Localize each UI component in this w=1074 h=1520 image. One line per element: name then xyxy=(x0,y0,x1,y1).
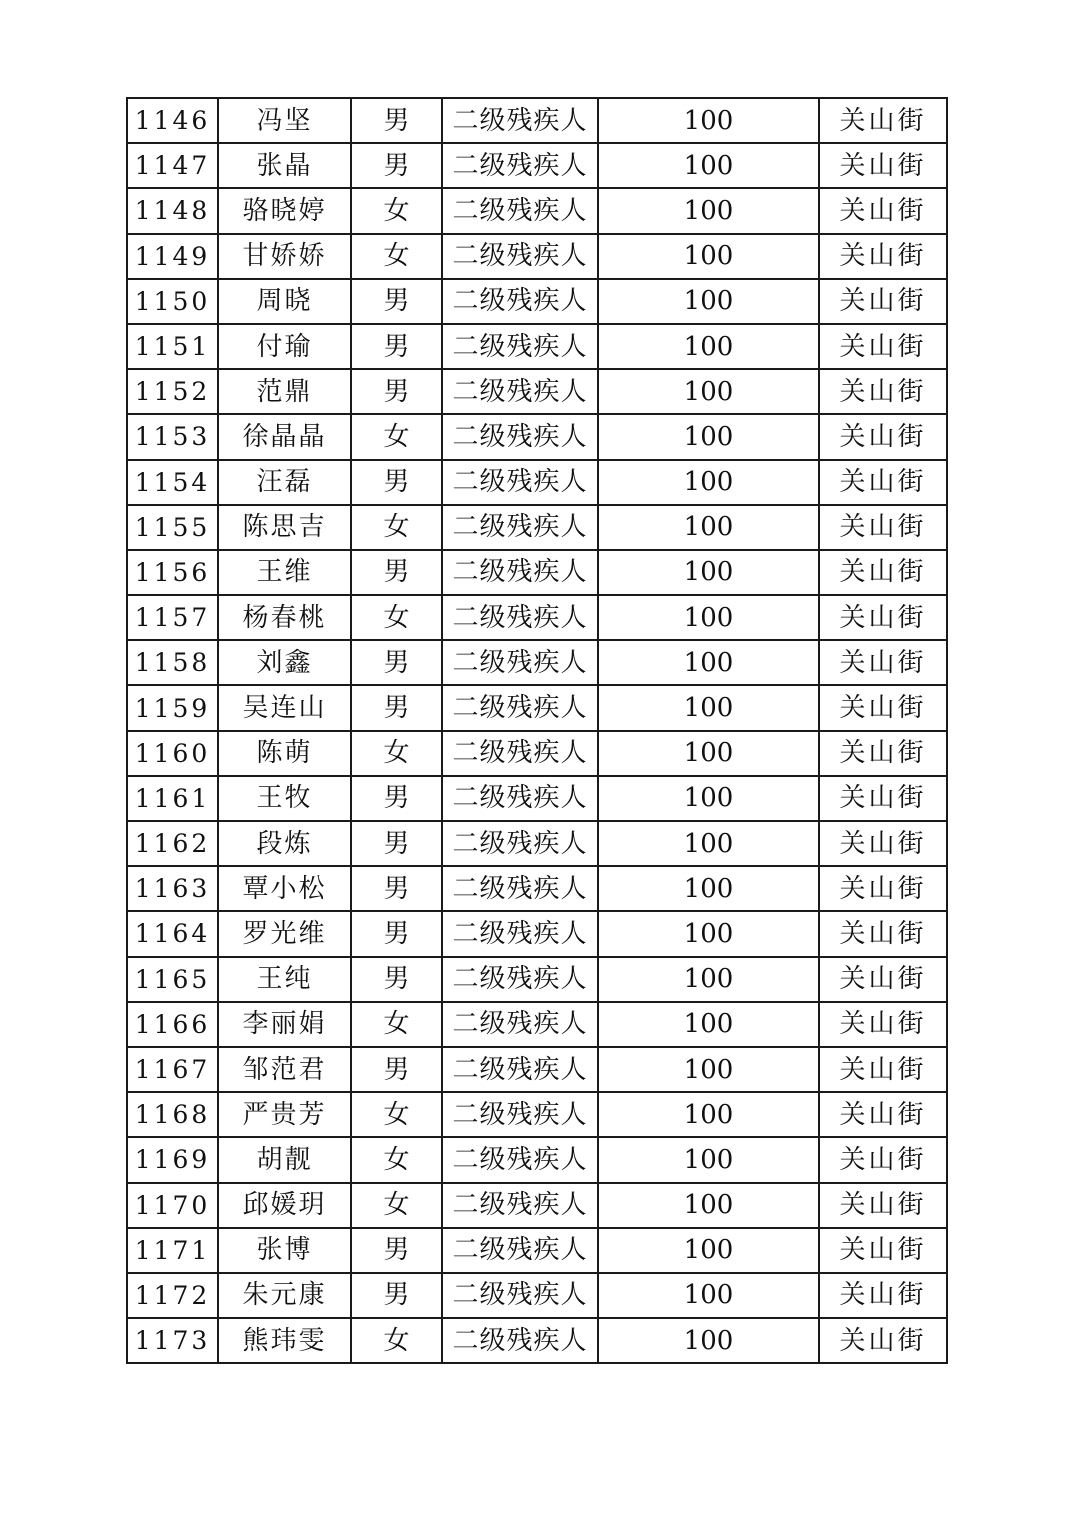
serial-number-cell: 1168 xyxy=(127,1092,218,1137)
disability-level-cell: 二级残疾人 xyxy=(442,460,598,505)
gender-cell: 男 xyxy=(351,279,442,324)
serial-number-cell: 1149 xyxy=(127,234,218,279)
amount-cell: 100 xyxy=(598,279,819,324)
serial-number-cell: 1147 xyxy=(127,143,218,188)
amount-cell: 100 xyxy=(598,911,819,956)
serial-number-cell: 1170 xyxy=(127,1183,218,1228)
disability-level-cell: 二级残疾人 xyxy=(442,279,598,324)
disability-level-cell: 二级残疾人 xyxy=(442,957,598,1002)
table-row xyxy=(127,821,947,866)
street-cell: 关山街 xyxy=(819,1183,947,1228)
street-cell: 关山街 xyxy=(819,279,947,324)
person-name-cell: 陈萌 xyxy=(218,731,351,776)
serial-number-cell: 1158 xyxy=(127,640,218,685)
table-row xyxy=(127,1273,947,1318)
table-row xyxy=(127,1318,947,1363)
disability-level-cell: 二级残疾人 xyxy=(442,821,598,866)
gender-cell: 女 xyxy=(351,414,442,459)
disability-level-cell: 二级残疾人 xyxy=(442,1318,598,1363)
street-cell: 关山街 xyxy=(819,98,947,143)
gender-cell: 女 xyxy=(351,505,442,550)
gender-cell: 男 xyxy=(351,98,442,143)
table-row xyxy=(127,324,947,369)
gender-cell: 男 xyxy=(351,1047,442,1092)
disability-level-cell: 二级残疾人 xyxy=(442,1047,598,1092)
gender-cell: 男 xyxy=(351,550,442,595)
serial-number-cell: 1156 xyxy=(127,550,218,595)
disability-level-cell: 二级残疾人 xyxy=(442,414,598,459)
table-row xyxy=(127,460,947,505)
person-name-cell: 周晓 xyxy=(218,279,351,324)
table-row xyxy=(127,731,947,776)
street-cell: 关山街 xyxy=(819,550,947,595)
gender-cell: 男 xyxy=(351,821,442,866)
disability-level-cell: 二级残疾人 xyxy=(442,1183,598,1228)
person-name-cell: 胡靓 xyxy=(218,1137,351,1182)
amount-cell: 100 xyxy=(598,1273,819,1318)
gender-cell: 女 xyxy=(351,731,442,776)
table-row xyxy=(127,595,947,640)
amount-cell: 100 xyxy=(598,1092,819,1137)
amount-cell: 100 xyxy=(598,1047,819,1092)
amount-cell: 100 xyxy=(598,550,819,595)
street-cell: 关山街 xyxy=(819,414,947,459)
person-name-cell: 吴连山 xyxy=(218,685,351,730)
amount-cell: 100 xyxy=(598,595,819,640)
amount-cell: 100 xyxy=(598,234,819,279)
street-cell: 关山街 xyxy=(819,911,947,956)
amount-cell: 100 xyxy=(598,640,819,685)
street-cell: 关山街 xyxy=(819,1092,947,1137)
amount-cell: 100 xyxy=(598,143,819,188)
amount-cell: 100 xyxy=(598,324,819,369)
amount-cell: 100 xyxy=(598,957,819,1002)
table-row xyxy=(127,188,947,233)
person-name-cell: 徐晶晶 xyxy=(218,414,351,459)
amount-cell: 100 xyxy=(598,821,819,866)
amount-cell: 100 xyxy=(598,505,819,550)
disability-level-cell: 二级残疾人 xyxy=(442,1002,598,1047)
street-cell: 关山街 xyxy=(819,460,947,505)
table-row xyxy=(127,1183,947,1228)
table-row xyxy=(127,98,947,143)
disability-level-cell: 二级残疾人 xyxy=(442,324,598,369)
person-name-cell: 王牧 xyxy=(218,776,351,821)
disability-level-cell: 二级残疾人 xyxy=(442,1137,598,1182)
serial-number-cell: 1154 xyxy=(127,460,218,505)
person-name-cell: 覃小松 xyxy=(218,866,351,911)
disability-level-cell: 二级残疾人 xyxy=(442,550,598,595)
serial-number-cell: 1169 xyxy=(127,1137,218,1182)
table-row xyxy=(127,1137,947,1182)
serial-number-cell: 1165 xyxy=(127,957,218,1002)
table-row xyxy=(127,866,947,911)
disability-level-cell: 二级残疾人 xyxy=(442,731,598,776)
amount-cell: 100 xyxy=(598,1002,819,1047)
table-row xyxy=(127,640,947,685)
gender-cell: 女 xyxy=(351,1137,442,1182)
person-name-cell: 付瑜 xyxy=(218,324,351,369)
table-row xyxy=(127,1228,947,1273)
serial-number-cell: 1152 xyxy=(127,369,218,414)
person-name-cell: 张晶 xyxy=(218,143,351,188)
person-name-cell: 王维 xyxy=(218,550,351,595)
street-cell: 关山街 xyxy=(819,731,947,776)
table-row xyxy=(127,957,947,1002)
disability-level-cell: 二级残疾人 xyxy=(442,866,598,911)
table-row xyxy=(127,1002,947,1047)
disability-level-cell: 二级残疾人 xyxy=(442,1228,598,1273)
person-name-cell: 王纯 xyxy=(218,957,351,1002)
roster-table-container xyxy=(126,97,948,1364)
amount-cell: 100 xyxy=(598,776,819,821)
person-name-cell: 冯坚 xyxy=(218,98,351,143)
street-cell: 关山街 xyxy=(819,640,947,685)
gender-cell: 男 xyxy=(351,460,442,505)
serial-number-cell: 1167 xyxy=(127,1047,218,1092)
person-name-cell: 刘鑫 xyxy=(218,640,351,685)
table-row xyxy=(127,143,947,188)
serial-number-cell: 1172 xyxy=(127,1273,218,1318)
street-cell: 关山街 xyxy=(819,1047,947,1092)
street-cell: 关山街 xyxy=(819,1002,947,1047)
street-cell: 关山街 xyxy=(819,776,947,821)
table-row xyxy=(127,414,947,459)
table-row xyxy=(127,1092,947,1137)
amount-cell: 100 xyxy=(598,866,819,911)
gender-cell: 男 xyxy=(351,640,442,685)
person-name-cell: 朱元康 xyxy=(218,1273,351,1318)
gender-cell: 男 xyxy=(351,957,442,1002)
gender-cell: 男 xyxy=(351,369,442,414)
serial-number-cell: 1157 xyxy=(127,595,218,640)
gender-cell: 男 xyxy=(351,911,442,956)
gender-cell: 女 xyxy=(351,1002,442,1047)
table-row xyxy=(127,369,947,414)
street-cell: 关山街 xyxy=(819,234,947,279)
serial-number-cell: 1171 xyxy=(127,1228,218,1273)
serial-number-cell: 1146 xyxy=(127,98,218,143)
serial-number-cell: 1155 xyxy=(127,505,218,550)
disability-level-cell: 二级残疾人 xyxy=(442,640,598,685)
street-cell: 关山街 xyxy=(819,143,947,188)
disability-level-cell: 二级残疾人 xyxy=(442,188,598,233)
street-cell: 关山街 xyxy=(819,1137,947,1182)
person-name-cell: 张博 xyxy=(218,1228,351,1273)
amount-cell: 100 xyxy=(598,1228,819,1273)
table-row xyxy=(127,1047,947,1092)
gender-cell: 男 xyxy=(351,1228,442,1273)
gender-cell: 男 xyxy=(351,1273,442,1318)
table-row xyxy=(127,234,947,279)
serial-number-cell: 1153 xyxy=(127,414,218,459)
gender-cell: 女 xyxy=(351,1183,442,1228)
gender-cell: 男 xyxy=(351,685,442,730)
street-cell: 关山街 xyxy=(819,595,947,640)
disability-level-cell: 二级残疾人 xyxy=(442,505,598,550)
person-name-cell: 段炼 xyxy=(218,821,351,866)
amount-cell: 100 xyxy=(598,98,819,143)
gender-cell: 女 xyxy=(351,595,442,640)
person-name-cell: 罗光维 xyxy=(218,911,351,956)
serial-number-cell: 1160 xyxy=(127,731,218,776)
street-cell: 关山街 xyxy=(819,866,947,911)
table-row xyxy=(127,685,947,730)
amount-cell: 100 xyxy=(598,685,819,730)
amount-cell: 100 xyxy=(598,731,819,776)
serial-number-cell: 1166 xyxy=(127,1002,218,1047)
person-name-cell: 杨春桃 xyxy=(218,595,351,640)
amount-cell: 100 xyxy=(598,188,819,233)
person-name-cell: 严贵芳 xyxy=(218,1092,351,1137)
serial-number-cell: 1173 xyxy=(127,1318,218,1363)
gender-cell: 女 xyxy=(351,1318,442,1363)
gender-cell: 男 xyxy=(351,866,442,911)
person-name-cell: 骆晓婷 xyxy=(218,188,351,233)
serial-number-cell: 1163 xyxy=(127,866,218,911)
disability-level-cell: 二级残疾人 xyxy=(442,234,598,279)
street-cell: 关山街 xyxy=(819,821,947,866)
person-name-cell: 陈思吉 xyxy=(218,505,351,550)
gender-cell: 女 xyxy=(351,1092,442,1137)
table-row xyxy=(127,505,947,550)
subsidy-roster-table xyxy=(126,97,948,1364)
amount-cell: 100 xyxy=(598,1183,819,1228)
disability-level-cell: 二级残疾人 xyxy=(442,1092,598,1137)
street-cell: 关山街 xyxy=(819,957,947,1002)
disability-level-cell: 二级残疾人 xyxy=(442,595,598,640)
serial-number-cell: 1162 xyxy=(127,821,218,866)
gender-cell: 男 xyxy=(351,776,442,821)
gender-cell: 男 xyxy=(351,324,442,369)
street-cell: 关山街 xyxy=(819,369,947,414)
person-name-cell: 邹范君 xyxy=(218,1047,351,1092)
amount-cell: 100 xyxy=(598,460,819,505)
person-name-cell: 甘娇娇 xyxy=(218,234,351,279)
serial-number-cell: 1148 xyxy=(127,188,218,233)
person-name-cell: 邱媛玥 xyxy=(218,1183,351,1228)
street-cell: 关山街 xyxy=(819,1273,947,1318)
person-name-cell: 熊玮雯 xyxy=(218,1318,351,1363)
person-name-cell: 范鼎 xyxy=(218,369,351,414)
gender-cell: 男 xyxy=(351,143,442,188)
street-cell: 关山街 xyxy=(819,188,947,233)
street-cell: 关山街 xyxy=(819,1228,947,1273)
disability-level-cell: 二级残疾人 xyxy=(442,776,598,821)
street-cell: 关山街 xyxy=(819,324,947,369)
disability-level-cell: 二级残疾人 xyxy=(442,143,598,188)
serial-number-cell: 1150 xyxy=(127,279,218,324)
amount-cell: 100 xyxy=(598,1318,819,1363)
disability-level-cell: 二级残疾人 xyxy=(442,911,598,956)
serial-number-cell: 1164 xyxy=(127,911,218,956)
gender-cell: 女 xyxy=(351,234,442,279)
serial-number-cell: 1159 xyxy=(127,685,218,730)
gender-cell: 女 xyxy=(351,188,442,233)
disability-level-cell: 二级残疾人 xyxy=(442,685,598,730)
amount-cell: 100 xyxy=(598,414,819,459)
street-cell: 关山街 xyxy=(819,505,947,550)
street-cell: 关山街 xyxy=(819,1318,947,1363)
table-row xyxy=(127,911,947,956)
amount-cell: 100 xyxy=(598,369,819,414)
table-row xyxy=(127,279,947,324)
amount-cell: 100 xyxy=(598,1137,819,1182)
table-row xyxy=(127,776,947,821)
serial-number-cell: 1161 xyxy=(127,776,218,821)
person-name-cell: 李丽娟 xyxy=(218,1002,351,1047)
roster-table-body xyxy=(127,98,947,1363)
street-cell: 关山街 xyxy=(819,685,947,730)
person-name-cell: 汪磊 xyxy=(218,460,351,505)
serial-number-cell: 1151 xyxy=(127,324,218,369)
disability-level-cell: 二级残疾人 xyxy=(442,98,598,143)
disability-level-cell: 二级残疾人 xyxy=(442,369,598,414)
table-row xyxy=(127,550,947,595)
disability-level-cell: 二级残疾人 xyxy=(442,1273,598,1318)
